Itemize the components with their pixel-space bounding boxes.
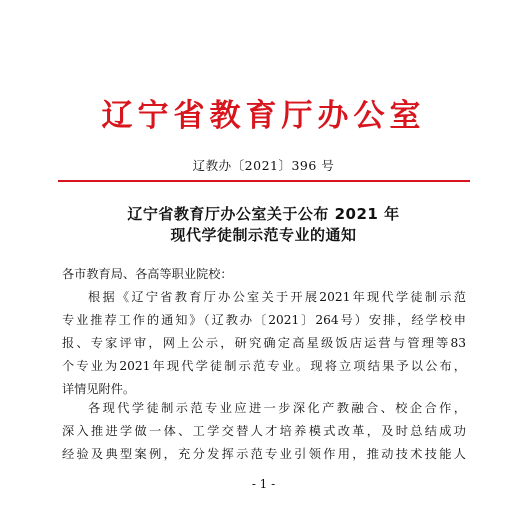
paragraph-2-line: 各现代学徒制示范专业应进一步深化产教融合、校企合作， <box>88 401 466 415</box>
notice-title-line-1: 辽宁省教育厅办公室关于公布 2021 年 <box>127 205 400 223</box>
paragraph-1-line: 根据《辽宁省教育厅办公室关于开展2021年现代学徒制示范 <box>88 290 466 304</box>
paragraph-1-line: 详情见附件。 <box>62 382 136 396</box>
notice-title-line-2: 现代学徒制示范专业的通知 <box>170 226 357 244</box>
paragraph-2-line: 深入推进学做一体、工学交替人才培养模式改革，及时总结成功 <box>62 424 466 438</box>
paragraph-1-line: 专业推荐工作的通知》（辽教办〔2021〕264号）安排，经学校申 <box>62 313 466 327</box>
issuing-authority-title: 辽宁省教育厅办公室 <box>101 98 426 134</box>
paragraph-1-line: 个专业为2021年现代学徒制示范专业。现将立项结果予以公布， <box>62 359 466 373</box>
paragraph-1-line: 报、专家评审，网上公示，研究确定高星级饭店运营与管理等83 <box>62 336 466 350</box>
salutation: 各市教育局、各高等职业院校： <box>62 267 233 281</box>
paragraph-2 <box>62 397 466 466</box>
page-number: - 1 - <box>251 477 276 491</box>
document-number: 辽教办〔2021〕396 号 <box>192 158 335 173</box>
paragraph-1 <box>62 286 466 401</box>
paragraph-2-line: 经验及典型案例，充分发挥示范专业引领作用，推动技术技能人 <box>62 447 466 461</box>
red-divider-line <box>58 180 470 182</box>
